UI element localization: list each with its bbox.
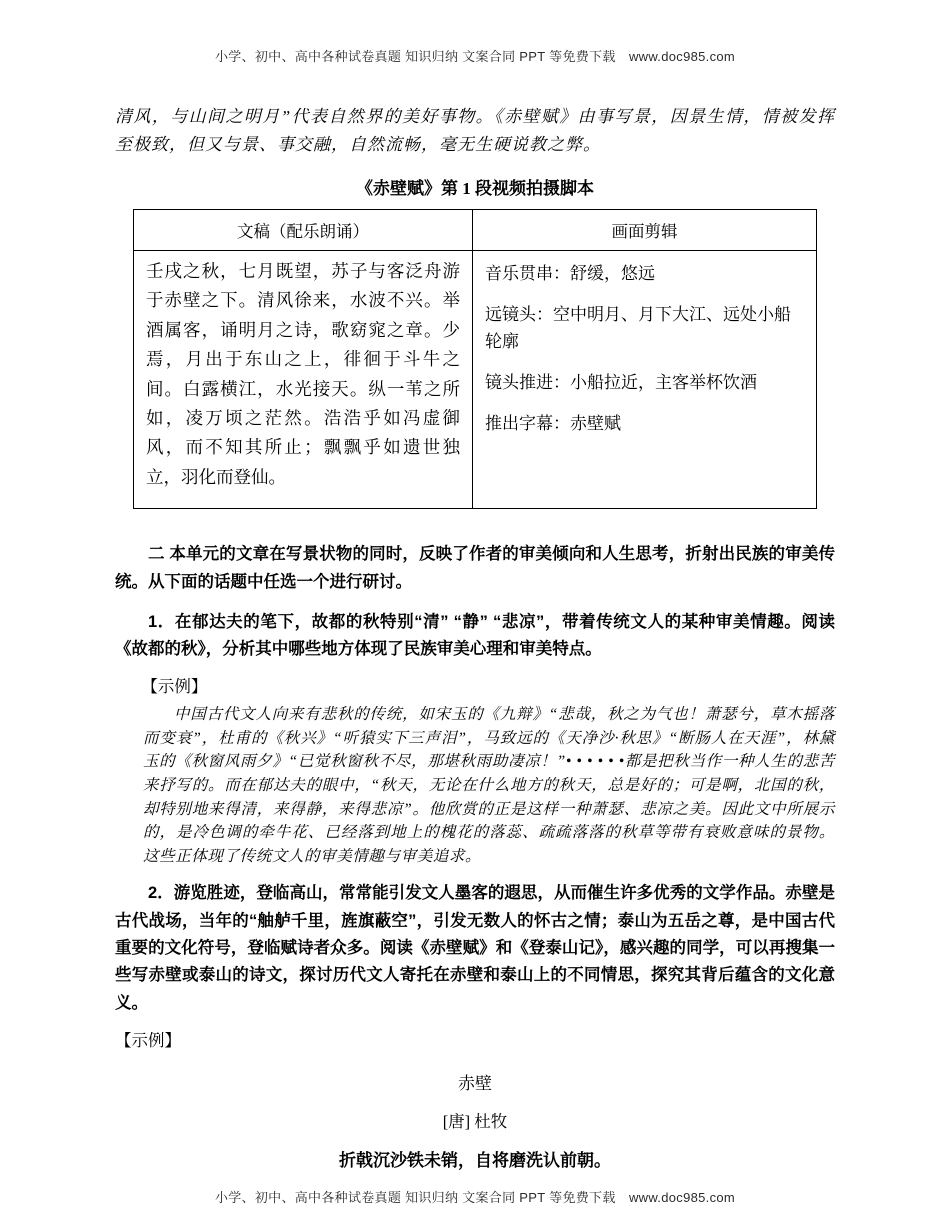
column-header-script: 文稿（配乐朗诵）: [134, 210, 473, 251]
storyboard-header-row: [134, 210, 817, 251]
discussion-item-2: 2．游览胜迹，登临高山，常常能引发文人墨客的遐思，从而催生许多优秀的文学作品。赤壁是古代战场，当年的“舳舻千里，旌旗蔽空”，引发无数人的怀古之情；泰山为五岳之尊，是中国古代重要的文化符号，登临赋诗者众多。阅读《赤壁赋》和《登泰山记》，感兴趣的同学，可以再搜集一些写赤壁或泰山的诗文，探讨历代文人寄托在赤壁和泰山上的不同情思，探究其背后蕴含的文化意义。: [115, 884, 835, 1012]
poem-line-1: 折戟沉沙铁未销，自将磨洗认前朝。: [339, 1151, 611, 1171]
storyboard-title: 《赤壁赋》第 1 段视频拍摄脚本: [356, 179, 594, 199]
shot-line-long-shot: 远镜头：空中明月、月下大江、远处小船轮廓: [485, 305, 791, 351]
shot-line-music: 音乐贯串：舒缓，悠远: [485, 264, 655, 284]
discussion-item-1: 1．在郁达夫的笔下，故都的秋特别“清” “静” “悲凉”，带着传统文人的某种审美情趣。阅读《故都的秋》，分析其中哪些地方体现了民族审美心理和审美特点。: [115, 612, 835, 658]
intro-paragraph: 清风，与山间之明月”代表自然界的美好事物。《赤壁赋》由事写景，因景生情，情被发挥至极致，但又与景、事交融，自然流畅，毫无生硬说教之弊。: [115, 107, 835, 154]
poem-title: 赤壁: [458, 1074, 492, 1094]
shot-line-caption: 推出字幕：赤壁赋: [485, 414, 621, 434]
column-header-editing: 画面剪辑: [473, 210, 817, 251]
shot-notes-cell: [473, 251, 817, 509]
storyboard-body-row: [134, 251, 817, 509]
footer-note: 小学、初中、高中各种试卷真题 知识归纳 文案合同 PPT 等免费下载 www.doc985.com: [214, 1190, 736, 1206]
section-two-heading: 二 本单元的文章在写景状物的同时，反映了作者的审美倾向和人生思考，折射出民族的审美传统。从下面的话题中任选一个进行研讨。: [115, 545, 835, 591]
example-text-1: 中国古代文人向来有悲秋的传统，如宋玉的《九辩》“悲哉，秋之为气也！萧瑟兮，草木摇落而变衰”，杜甫的《秋兴》“听猿实下三声泪”，马致远的《天净沙·秋思》“断肠人在天涯”，林黛玉的《秋窗风雨夕》“已觉秋窗秋不尽，那堪秋雨助凄凉！”• • • • • •都是把秋当作一种人生的悲苦来抒写的。而在郁达夫的眼中，“秋天，无论在什么地方的秋天，总是好的；可是啊，北国的秋，却特别地来得清，来得静，来得悲凉”。他欣赏的正是这样一种萧瑟、悲凉之美。因此文中所展示的，是冷色调的牵牛花、已经落到地上的槐花的落蕊、疏疏落落的秋草等带有衰败意味的景物。这些正体现了传统文人的审美情趣与审美追求。: [143, 706, 835, 865]
script-text-cell: 壬戌之秋，七月既望，苏子与客泛舟游于赤壁之下。清风徐来，水波不兴。举酒属客，诵明月之诗，歌窈窕之章。少焉，月出于东山之上，徘徊于斗牛之间。白露横江，水光接天。纵一苇之所如，凌万顷之茫然。浩浩乎如冯虚御风，而不知其所止；飘飘乎如遗世独立，羽化而登仙。: [134, 251, 473, 509]
example-label-2: 【示例】: [115, 1031, 181, 1051]
header-note: 小学、初中、高中各种试卷真题 知识归纳 文案合同 PPT 等免费下载 www.doc985.com: [214, 49, 736, 64]
storyboard-table: [133, 209, 817, 509]
poem-author: [唐] 杜牧: [442, 1112, 508, 1132]
example-label-1: 【示例】: [141, 677, 208, 697]
shot-line-zoom-in: 镜头推进：小船拉近，主客举杯饮酒: [485, 373, 757, 393]
